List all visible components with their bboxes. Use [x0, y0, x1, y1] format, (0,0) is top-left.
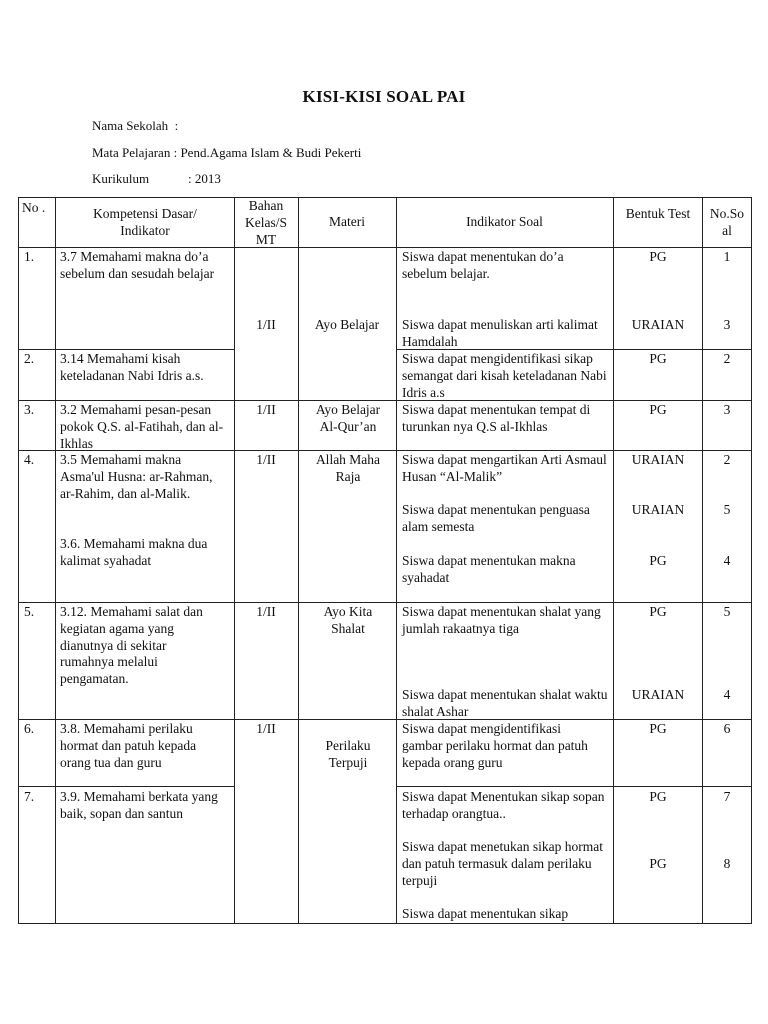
kelas-semester: 1/II — [256, 452, 276, 467]
table-border — [18, 197, 752, 198]
indikator-soal: Siswa dapat menentukan do’a sebelum belajar. — [402, 249, 564, 281]
curriculum-colon: : — [188, 171, 195, 186]
bentuk-test: PG — [649, 721, 667, 736]
table-border — [18, 719, 752, 720]
nomor-soal: 4 — [723, 687, 731, 702]
table-border — [18, 602, 752, 603]
kompetensi-dasar: 3.2 Memahami pesan-pesan pokok Q.S. al-Fatihah, dan al-Ikhlas — [60, 402, 224, 451]
kisi-kisi-table — [18, 197, 752, 924]
nomor-soal: 3 — [723, 402, 731, 417]
document-title: KISI-KISI SOAL PAI — [302, 87, 466, 106]
kompetensi-dasar: 3.6. Memahami makna dua kalimat syahadat — [60, 536, 208, 568]
curriculum-line — [92, 171, 221, 187]
row-number: 6. — [24, 721, 35, 736]
curriculum-value: 2013 — [194, 171, 221, 186]
table-border — [18, 400, 752, 401]
row-number: 4. — [24, 452, 35, 467]
column-header-bentuk: Bentuk Test — [625, 206, 691, 221]
indikator-soal: Siswa dapat mengidentifikasi sikap semangat dari kisah keteladanan Nabi Idris a.s — [402, 351, 607, 400]
table-border — [18, 197, 19, 924]
table-border — [55, 197, 56, 924]
table-border — [18, 923, 752, 924]
column-header-no: No . — [22, 200, 46, 215]
indikator-soal: Siswa dapat menetukan sikap hormat dan patuh termasuk dalam perilaku terpuji — [402, 839, 603, 888]
subject-value: Pend.Agama Islam & Budi Pekerti — [180, 145, 362, 160]
materi: Ayo Belajar — [314, 317, 380, 332]
nomor-soal: 5 — [723, 604, 731, 619]
kelas-semester: 1/II — [256, 317, 276, 332]
materi: Ayo Kita Shalat — [323, 604, 373, 636]
indikator-soal: Siswa dapat menentukan shalat yang jumlah rakaatnya tiga — [402, 604, 601, 636]
table-border — [702, 197, 703, 924]
bentuk-test: PG — [649, 789, 667, 804]
row-number: 2. — [24, 351, 35, 366]
school-colon: : — [168, 118, 179, 133]
bentuk-test: PG — [649, 553, 667, 568]
materi: Allah Maha Raja — [315, 452, 381, 484]
table-border — [234, 197, 235, 924]
column-header-indikator: Indikator Soal — [466, 214, 543, 229]
indikator-soal: Siswa dapat mengidentifikasi gambar perilaku hormat dan patuh kepada orang guru — [402, 721, 588, 770]
nomor-soal: 4 — [723, 553, 731, 568]
indikator-soal: Siswa dapat menuliskan arti kalimat Hamdalah — [402, 317, 598, 349]
nomor-soal: 7 — [723, 789, 731, 804]
table-border — [298, 197, 299, 924]
subject-colon: : — [170, 145, 181, 160]
bentuk-test: URAIAN — [631, 452, 685, 467]
bentuk-test: URAIAN — [631, 502, 685, 517]
subject-line — [92, 145, 361, 161]
row-number: 3. — [24, 402, 35, 417]
table-border — [613, 197, 614, 924]
row-number: 1. — [24, 249, 35, 264]
bentuk-test: URAIAN — [631, 317, 685, 332]
table-border — [396, 197, 397, 924]
table-border — [18, 786, 234, 787]
nomor-soal: 1 — [723, 249, 731, 264]
indikator-soal: Siswa dapat Menentukan sikap sopan terhadap orangtua.. — [402, 789, 605, 821]
subject-label: Mata Pelajaran — [92, 145, 171, 160]
kompetensi-dasar: 3.7 Memahami makna do’a sebelum dan sesudah belajar — [60, 249, 215, 281]
kelas-semester: 1/II — [256, 604, 276, 619]
kelas-semester: 1/II — [256, 721, 276, 736]
kompetensi-dasar: 3.5 Memahami makna Asma'ul Husna: ar-Rahman, ar-Rahim, dan al-Malik. — [60, 452, 213, 501]
column-header-nomor: No.So al — [709, 206, 745, 238]
column-header-materi: Materi — [329, 214, 365, 229]
nomor-soal: 5 — [723, 502, 731, 517]
column-header-kompetensi: Kompetensi Dasar/ Indikator — [93, 206, 197, 238]
indikator-soal: Siswa dapat menentukan penguasa alam semesta — [402, 502, 590, 534]
indikator-soal: Siswa dapat menentukan tempat di turunkan nya Q.S al-Ikhlas — [402, 402, 591, 434]
bentuk-test: PG — [649, 856, 667, 871]
table-border — [18, 247, 752, 248]
bentuk-test: PG — [649, 604, 667, 619]
table-border — [751, 197, 752, 924]
row-number: 5. — [24, 604, 35, 619]
school-label: Nama Sekolah — [92, 118, 169, 133]
indikator-soal: Siswa dapat menentukan sikap — [402, 906, 569, 921]
indikator-soal: Siswa dapat mengartikan Arti Asmaul Husan “Al-Malik” — [402, 452, 607, 484]
curriculum-label: Kurikulum — [92, 171, 150, 186]
nomor-soal: 2 — [723, 351, 731, 366]
table-border — [18, 349, 234, 350]
kompetensi-dasar: 3.8. Memahami perilaku hormat dan patuh kepada orang tua dan guru — [60, 721, 197, 770]
table-border — [396, 786, 752, 787]
bentuk-test: PG — [649, 351, 667, 366]
bentuk-test: PG — [649, 402, 667, 417]
row-number: 7. — [24, 789, 35, 804]
kompetensi-dasar: 3.9. Memahami berkata yang baik, sopan dan santun — [60, 789, 218, 821]
nomor-soal: 3 — [723, 317, 731, 332]
bentuk-test: PG — [649, 249, 667, 264]
school-line — [92, 118, 178, 134]
materi: Ayo Belajar Al-Qur’an — [315, 402, 381, 434]
nomor-soal: 8 — [723, 856, 731, 871]
nomor-soal: 2 — [723, 452, 731, 467]
kelas-semester: 1/II — [256, 402, 276, 417]
column-header-kelas: Bahan Kelas/S MT — [245, 198, 287, 247]
materi: Perilaku Terpuji — [325, 738, 371, 770]
indikator-soal: Siswa dapat menentukan makna syahadat — [402, 553, 576, 585]
kompetensi-dasar: 3.12. Memahami salat dan kegiatan agama yang dianutnya di sekitar rumahnya melalui pengamatan. — [60, 604, 203, 687]
kompetensi-dasar: 3.14 Memahami kisah keteladanan Nabi Idris a.s. — [60, 351, 204, 383]
indikator-soal: Siswa dapat menentukan shalat waktu shalat Ashar — [402, 687, 608, 719]
nomor-soal: 6 — [723, 721, 731, 736]
bentuk-test: URAIAN — [631, 687, 685, 702]
